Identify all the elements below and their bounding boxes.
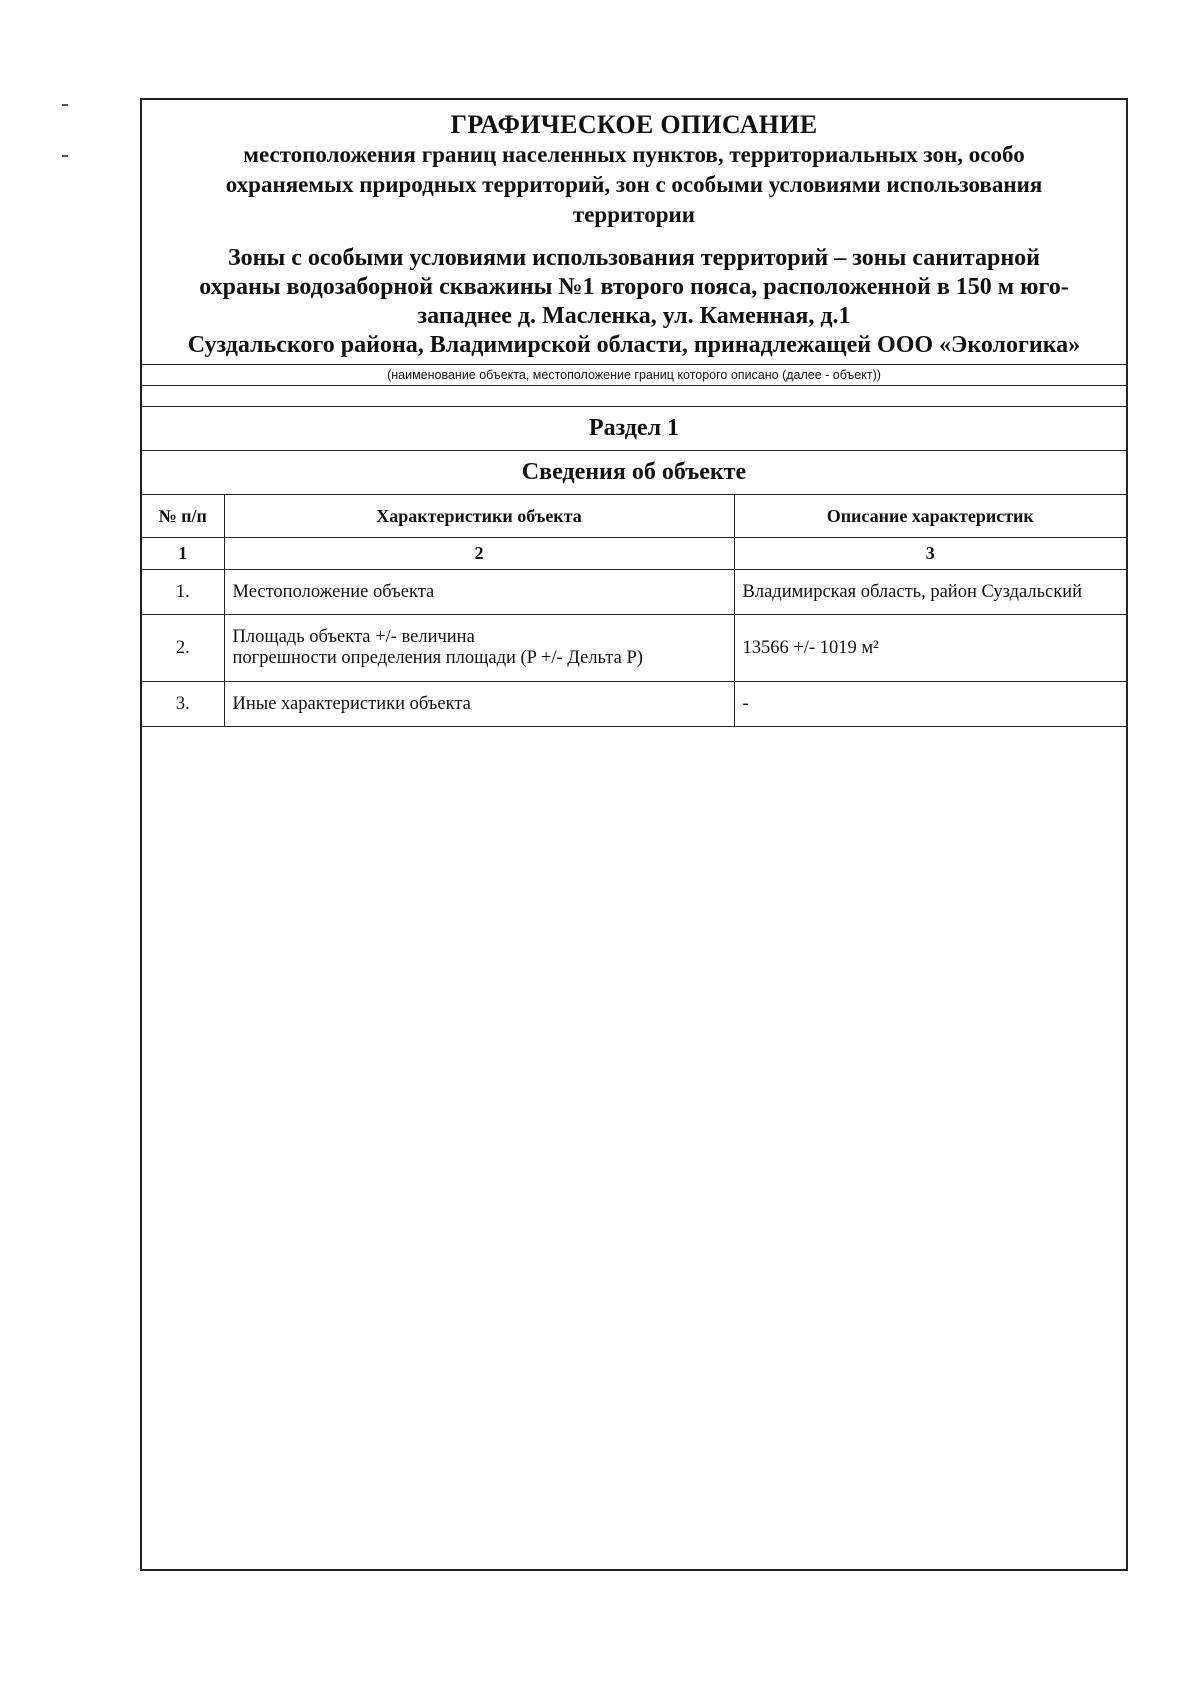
row-number: 3. <box>142 682 224 727</box>
table-row <box>142 682 1126 727</box>
characteristic-line: Площадь объекта +/- величина <box>232 627 475 647</box>
object-caption: (наименование объекта, местоположение границ которого описано (далее - объект)) <box>387 368 881 382</box>
object-name <box>142 244 1126 360</box>
characteristic-line: погрешности определения площади (P +/- Дельта P) <box>232 648 643 668</box>
row-number: 1. <box>142 570 224 615</box>
subtitle-line: охраняемых природных территорий, зон с особыми условиями использования <box>225 172 1043 197</box>
section-title: Раздел 1 <box>142 406 1126 450</box>
column-header: № п/п <box>142 495 224 538</box>
subtitle-line: местоположения границ населенных пунктов, территориальных зон, особо <box>243 142 1025 167</box>
column-number: 1 <box>142 538 224 570</box>
column-number: 3 <box>734 538 1126 570</box>
column-number-row <box>142 538 1126 570</box>
row-characteristic <box>224 615 734 682</box>
column-header: Характеристики объекта <box>224 495 734 538</box>
scan-mark <box>62 104 68 106</box>
table-row <box>142 615 1126 682</box>
scan-mark <box>62 155 68 157</box>
column-header: Описание характеристик <box>734 495 1126 538</box>
row-number: 2. <box>142 615 224 682</box>
row-value: Владимирская область, район Суздальский <box>734 570 1126 615</box>
object-name-line: охраны водозаборной скважины №1 второго пояса, расположенной в 150 м юго- <box>199 274 1069 300</box>
object-info-table <box>142 494 1126 727</box>
subtitle-line: территории <box>572 202 696 227</box>
document-subtitle <box>142 140 1126 230</box>
document-header <box>142 100 1126 360</box>
divider <box>142 385 1126 406</box>
document-frame <box>140 98 1128 1571</box>
table-header-row <box>142 495 1126 538</box>
object-name-line: Зоны с особыми условиями использования территорий – зоны санитарной <box>227 245 1041 271</box>
row-value: 13566 +/- 1019 м² <box>734 615 1126 682</box>
section-subtitle: Сведения об объекте <box>142 450 1126 494</box>
object-name-line: западнее д. Масленка, ул. Каменная, д.1 <box>417 303 851 329</box>
document-title: ГРАФИЧЕСКОЕ ОПИСАНИЕ <box>450 110 818 139</box>
object-name-line: Суздальского района, Владимирской области, принадлежащей ООО «Экологика» <box>187 332 1081 358</box>
table-row <box>142 570 1126 615</box>
row-characteristic: Иные характеристики объекта <box>224 682 734 727</box>
column-number: 2 <box>224 538 734 570</box>
row-characteristic: Местоположение объекта <box>224 570 734 615</box>
row-value: - <box>734 682 1126 727</box>
